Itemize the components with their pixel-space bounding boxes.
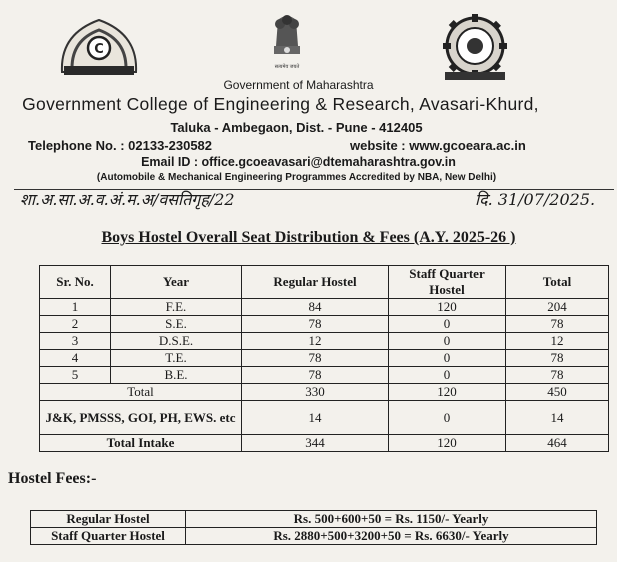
cell-year: D.S.E. <box>111 333 242 350</box>
fee-name: Staff Quarter Hostel <box>31 528 186 545</box>
email-id: Email ID : office.gcoeavasari@dtemaharashtra.gov.in <box>141 155 456 169</box>
cell-sr: 2 <box>40 316 111 333</box>
cell-sr: 1 <box>40 299 111 316</box>
table-row <box>31 528 597 545</box>
cell-year: B.E. <box>111 367 242 384</box>
quota-regular: 14 <box>242 401 389 435</box>
header-total: Total <box>506 266 609 299</box>
cell-year: F.E. <box>111 299 242 316</box>
website: website : www.gcoeara.ac.in <box>350 138 526 153</box>
cell-sr: 4 <box>40 350 111 367</box>
cell-total: 12 <box>506 333 609 350</box>
cell-staff: 0 <box>389 350 506 367</box>
cell-total: 204 <box>506 299 609 316</box>
intake-total: 464 <box>506 435 609 452</box>
reference-number: शा.अ.सा.अ.व.अं.म.अ/वसतिगृह/22 <box>20 190 235 209</box>
table-header-row <box>40 266 609 299</box>
table-total-row <box>40 384 609 401</box>
header-staff-quarter-hostel: Staff Quarter Hostel <box>389 266 506 299</box>
reference-line <box>20 188 610 214</box>
college-address: Taluka - Ambegaon, Dist. - Pune - 412405 <box>170 120 423 135</box>
cell-staff: 120 <box>389 299 506 316</box>
quota-staff: 0 <box>389 401 506 435</box>
emblem-caption: सत्यमेव जयते <box>274 64 300 70</box>
quota-total: 14 <box>506 401 609 435</box>
national-emblem-icon <box>268 12 306 74</box>
cell-staff: 0 <box>389 367 506 384</box>
total-total: 450 <box>506 384 609 401</box>
intake-regular: 344 <box>242 435 389 452</box>
table-row <box>40 367 609 384</box>
total-regular: 330 <box>242 384 389 401</box>
reference-date: दि. 31/07/2025. <box>475 190 596 209</box>
fee-amount: Rs. 500+600+50 = Rs. 1150/- Yearly <box>186 511 597 528</box>
header-sr-no: Sr. No. <box>40 266 111 299</box>
table-row <box>31 511 597 528</box>
hostel-fees-heading: Hostel Fees:- <box>8 470 97 487</box>
gear-logo-icon <box>435 14 515 82</box>
cell-regular: 78 <box>242 350 389 367</box>
svg-text:C: C <box>94 42 104 57</box>
quota-label: J&K, PMSSS, GOI, PH, EWS. etc <box>40 401 242 435</box>
cell-total: 78 <box>506 367 609 384</box>
fee-name: Regular Hostel <box>31 511 186 528</box>
document-title: Boys Hostel Overall Seat Distribution & Fees (A.Y. 2025-26 ) <box>101 229 516 246</box>
total-label: Total <box>40 384 242 401</box>
cell-regular: 78 <box>242 316 389 333</box>
cell-year: S.E. <box>111 316 242 333</box>
total-staff: 120 <box>389 384 506 401</box>
college-name: Government College of Engineering & Research, Avasari-Khurd, <box>22 94 539 114</box>
cell-staff: 0 <box>389 316 506 333</box>
cell-staff: 0 <box>389 333 506 350</box>
cell-total: 78 <box>506 316 609 333</box>
table-intake-row <box>40 435 609 452</box>
table-row <box>40 299 609 316</box>
cell-year: T.E. <box>111 350 242 367</box>
college-logo-icon <box>58 14 140 78</box>
government-name: Government of Maharashtra <box>223 78 374 92</box>
header-regular-hostel: Regular Hostel <box>242 266 389 299</box>
accreditation-note: (Automobile & Mechanical Engineering Programmes Accredited by NBA, New Delhi) <box>96 172 497 183</box>
table-quota-row <box>40 401 609 435</box>
header-year: Year <box>111 266 242 299</box>
seat-distribution-table <box>39 265 609 452</box>
cell-regular: 12 <box>242 333 389 350</box>
fee-amount: Rs. 2880+500+3200+50 = Rs. 6630/- Yearly <box>186 528 597 545</box>
table-row <box>40 333 609 350</box>
table-row <box>40 316 609 333</box>
cell-regular: 78 <box>242 367 389 384</box>
intake-label: Total Intake <box>40 435 242 452</box>
cell-sr: 3 <box>40 333 111 350</box>
cell-sr: 5 <box>40 367 111 384</box>
intake-staff: 120 <box>389 435 506 452</box>
cell-regular: 84 <box>242 299 389 316</box>
hostel-fees-table <box>30 510 597 545</box>
table-row <box>40 350 609 367</box>
cell-total: 78 <box>506 350 609 367</box>
telephone-number: Telephone No. : 02133-230582 <box>28 138 213 153</box>
